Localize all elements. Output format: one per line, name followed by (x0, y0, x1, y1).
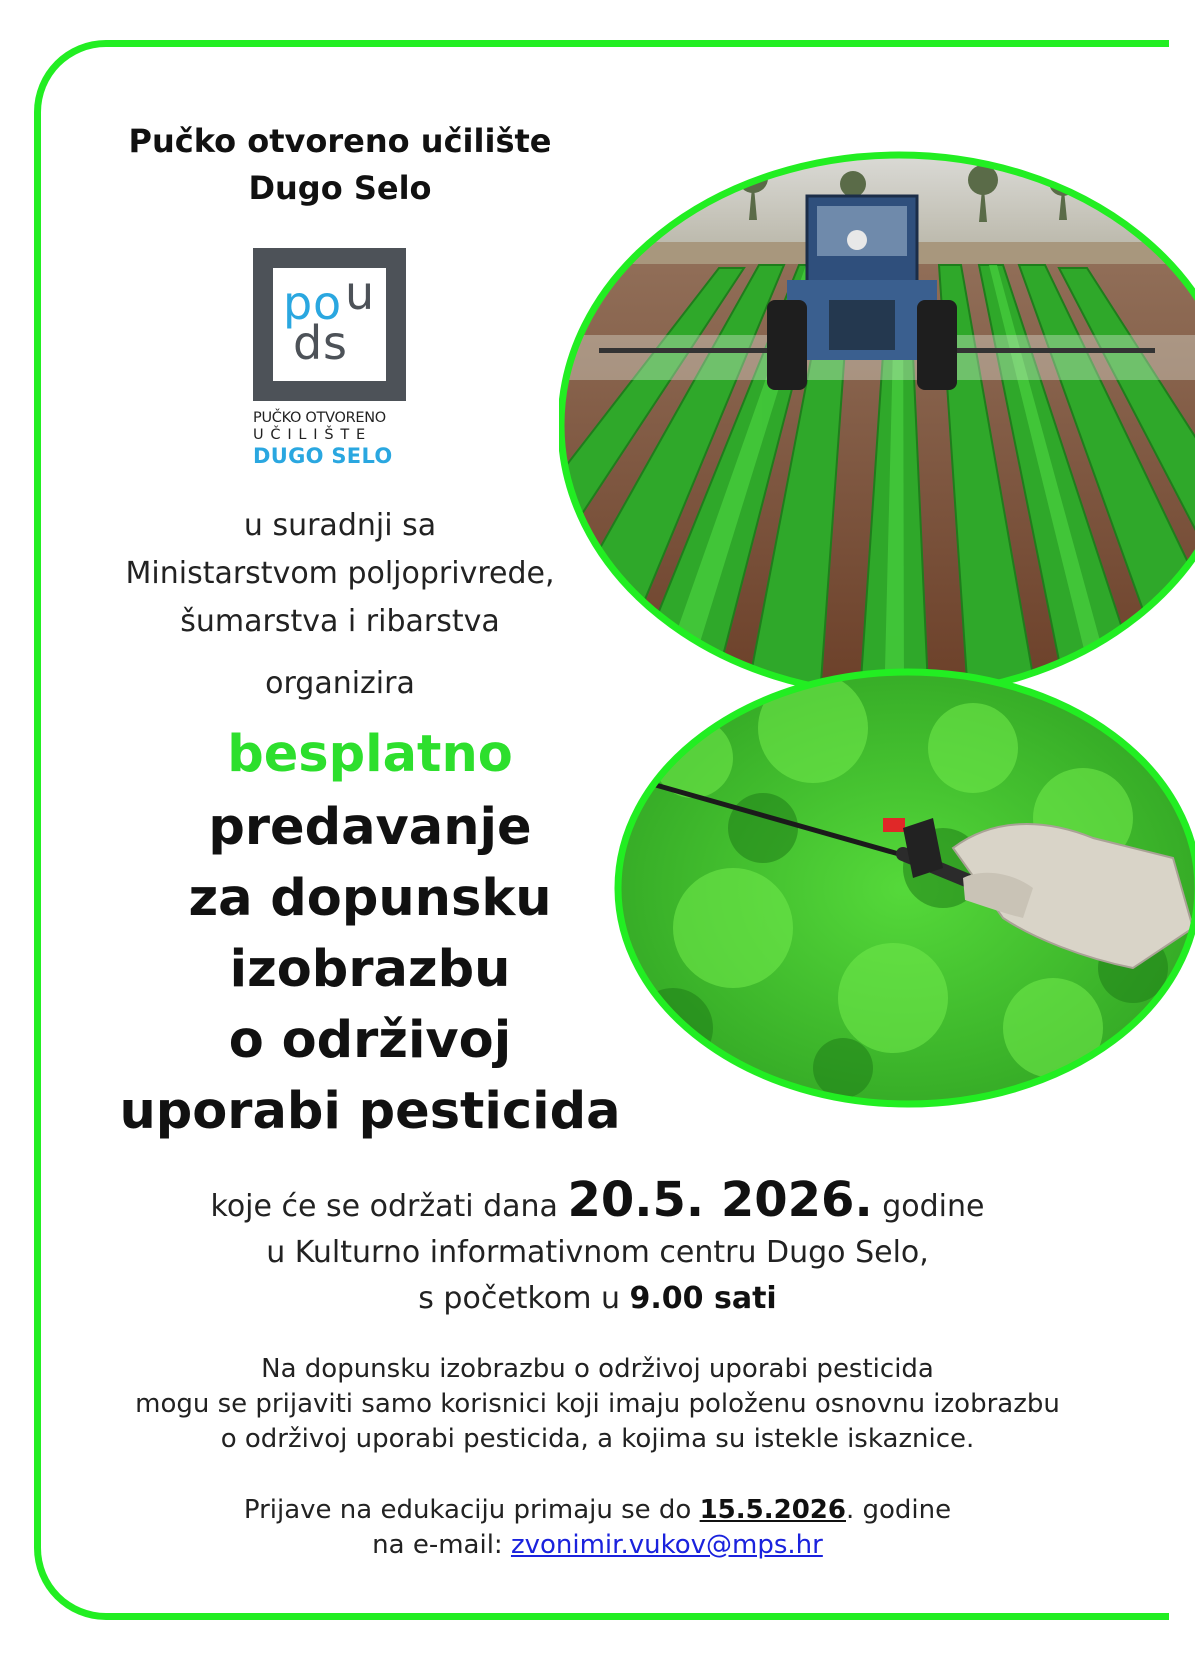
pouds-logo (253, 248, 413, 468)
email-link[interactable]: zvonimir.vukov@mps.hr (510, 1530, 823, 1560)
application-suffix: . godine (845, 1495, 952, 1525)
application-deadline-line (60, 1493, 1135, 1528)
free-label: besplatno (227, 725, 513, 784)
event-start-line (60, 1276, 1135, 1322)
event-location: u Kulturno informativnom centru Dugo Selo, (266, 1235, 929, 1270)
collaboration-line-3: šumarstva i ribarstva (180, 604, 500, 639)
application-info (60, 1493, 1135, 1563)
lecture-title-line-2: za dopunsku (188, 869, 552, 928)
lecture-title-line-5: uporabi pesticida (119, 1082, 621, 1141)
collaboration-line-1: u suradnji sa (243, 508, 437, 543)
lecture-title-line-3: izobrazbu (229, 940, 511, 999)
application-deadline: 15.5.2026 (699, 1495, 846, 1525)
lecture-title-line-4: o održivoj (228, 1011, 512, 1070)
eligibility-note-line-3: o održivoj uporabi pesticida, a kojima su istekle iskaznice. (220, 1424, 975, 1454)
event-date-suffix: godine (882, 1189, 985, 1224)
logo-text-line-3: DUGO SELO (253, 444, 393, 468)
logo-letter-s: s (323, 316, 347, 370)
logo-text-line-1: PUČKO OTVORENO (253, 410, 386, 426)
event-date: 20.5. 2026. (567, 1172, 873, 1228)
tractor-field-photo (559, 150, 1195, 701)
event-start-prefix: s početkom u (418, 1281, 620, 1316)
logo-text-line-2: UČILIŠTE (253, 427, 372, 443)
eligibility-note-line-2: mogu se prijaviti samo korisnici koji imaju položenu osnovnu izobrazbu (135, 1389, 1060, 1419)
event-details (60, 1172, 1135, 1322)
sprayer-hand-photo (613, 668, 1195, 1109)
eligibility-note (60, 1352, 1135, 1457)
lecture-title (60, 792, 680, 1147)
lecture-title-line-1: predavanje (208, 798, 532, 857)
organizer-line-2: Dugo Selo (248, 169, 432, 207)
eligibility-note-line-1: Na dopunsku izobrazbu o održivoj uporabi pesticida (261, 1354, 934, 1384)
event-date-prefix: koje će se održati dana (210, 1189, 558, 1224)
organizer-name (60, 118, 620, 212)
logo-letter-o: o (313, 276, 342, 330)
logo-letter-u: u (345, 266, 375, 320)
logo-letter-p: p (283, 276, 313, 330)
organizes-text: organizira (265, 666, 415, 701)
logo-letter-d: d (293, 316, 323, 370)
logo-mark (253, 248, 406, 401)
collaboration-text (60, 502, 620, 646)
email-prefix: na e-mail: (372, 1530, 503, 1560)
application-email-line (60, 1528, 1135, 1563)
collaboration-line-2: Ministarstvom poljoprivrede, (125, 556, 555, 591)
organizer-line-1: Pučko otvoreno učilište (128, 122, 552, 160)
application-prefix: Prijave na edukaciju primaju se do (243, 1495, 692, 1525)
event-start-time: 9.00 sati (629, 1281, 777, 1316)
event-date-line (60, 1172, 1135, 1230)
